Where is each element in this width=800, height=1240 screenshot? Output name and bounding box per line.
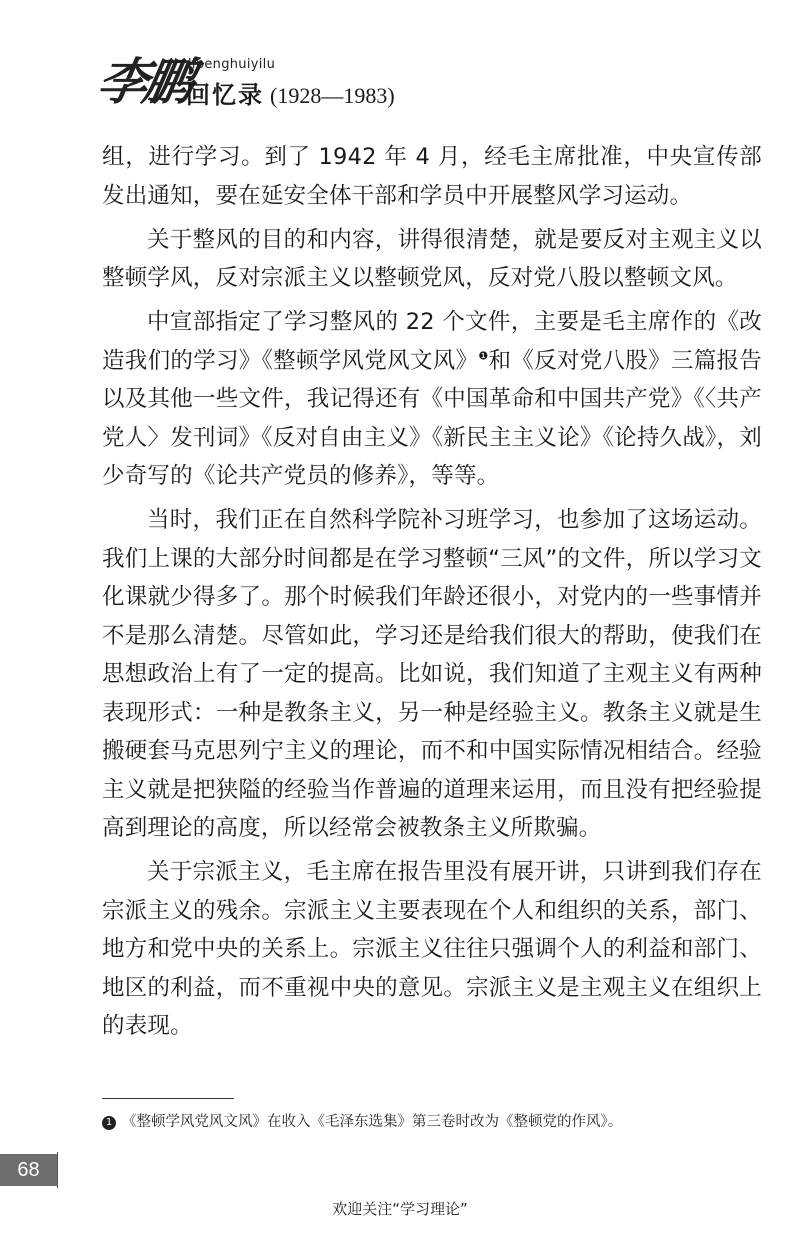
paragraph-2: 关于整风的目的和内容，讲得很清楚，就是要反对主观主义以整顿学风，反对宗派主义以整顿党风，反对党八股以整顿文风。 (102, 226, 762, 291)
watermark-caption: 欢迎关注“学习理论” (332, 1200, 468, 1218)
paragraph-1: 组，进行学习。到了 1942 年 4 月，经毛主席批准，中央宣传部发出通知，要在延安全体干部和学员中开展整风学习运动。 (102, 144, 762, 209)
running-header (92, 52, 518, 114)
paragraph-3 (102, 303, 762, 496)
footnote-text: 《整顿学风党风文风》在收入《毛泽东选集》第三卷时改为《整顿党的作风》。 (122, 1114, 623, 1130)
book-title (186, 78, 395, 113)
calligraphy-author-name: 李鹏 (92, 52, 196, 111)
page-tab-divider (57, 1152, 58, 1188)
body-text (102, 138, 762, 1051)
book-title-main: 回忆录 (186, 81, 264, 109)
footnote-number: 1 (102, 1116, 116, 1130)
footnote-marker: ❶ (478, 349, 489, 362)
paragraph-3-part-1: 中宣部指定了学习整风的 22 个文件，主要是毛主席作的《改造我们的学习》《整顿学风党风文风》 (102, 309, 762, 374)
paragraph-3-part-2: 和《反对党八股》三篇报告以及其他一些文件，我记得还有《中国革命和中国共产党》《〈共产党人〉发刊词》《反对自由主义》《新民主主义论》《论持久战》，刘少奇写的《论共产党员的修养》，等等。 (102, 347, 763, 489)
footnote-divider (102, 1098, 234, 1099)
paragraph-5: 关于宗派主义，毛主席在报告里没有展开讲，只讲到我们存在宗派主义的残余。宗派主义主要表现在个人和组织的关系，部门、地方和党中央的关系上。宗派主义往往只强调个人的利益和部门、地区的利益，而不重视中央的意见。宗派主义是主观主义在组织上的表现。 (102, 859, 762, 1039)
book-title-years: (1928—1983) (270, 83, 395, 108)
paragraph-4: 当时，我们正在自然科学院补习班学习，也参加了这场运动。我们上课的大部分时间都是在学习整顿“三风”的文件，所以学习文化课就少得多了。那个时候我们年龄还很小，对党内的一些事情并不是那么清楚。尽管如此，学习还是给我们很大的帮助，使我们在思想政治上有了一定的提高。比如说，我们知道了主观主义有两种表现形式：一种是教条主义，另一种是经验主义。教条主义就是生搬硬套马克思列宁主义的理论，而不和中国实际情况相结合。经验主义就是把狭隘的经验当作普遍的道理来运用，而且没有把经验提高到理论的高度，所以经常会被教条主义所欺骗。 (102, 507, 762, 841)
page-number: 68 (0, 1154, 57, 1186)
footnote (102, 1111, 762, 1133)
header-pinyin: lipenghuiyilu (188, 57, 276, 72)
